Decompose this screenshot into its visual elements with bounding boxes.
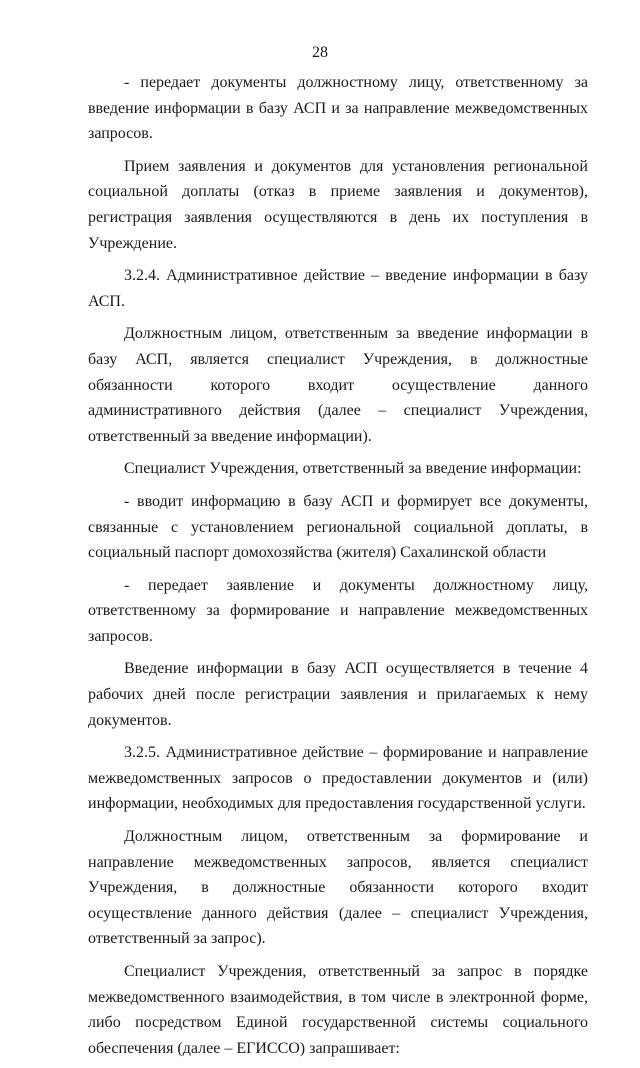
paragraph: - вводит информацию в базу АСП и формирует все документы, связанные с установлением региональной социальной доплаты, в социальный паспорт домохозяйства (жителя) Сахалинской области xyxy=(88,492,588,562)
page-number: 28 xyxy=(312,44,328,61)
document-body xyxy=(88,70,588,1068)
paragraph: Прием заявления и документов для установления региональной социальной доплаты (отказ в приеме заявления и документов), регистрация заявления осуществляются в день их поступления в Учреждение. xyxy=(88,157,588,252)
paragraph: Специалист Учреждения, ответственный за введение информации: xyxy=(124,460,582,478)
paragraph: - передает документы должностному лицу, ответственному за введение информации в базу АСП и за направление межведомственных запросов. xyxy=(88,74,588,143)
paragraph: - передает заявление и документы должностному лицу, ответственному за формирование и направление межведомственных запросов. xyxy=(88,576,588,645)
paragraph: Специалист Учреждения, ответственный за запрос в порядке межведомственного взаимодействия, в том числе в электронной форме, либо посредством Единой государственной системы социального обеспечения (далее – ЕГИССО) запрашивает: xyxy=(88,963,588,1057)
section-heading-3-2-4: 3.2.4. Административное действие – введение информации в базу АСП. xyxy=(88,267,588,310)
paragraph: Введение информации в базу АСП осуществляется в течение 4 рабочих дней после регистрации заявления и прилагаемых к нему документов. xyxy=(88,660,588,729)
paragraph: Должностным лицом, ответственным за формирование и направление межведомственных запросов, является специалист Учреждения, в должностные обязанности которого входит осуществление данного действия (далее – специалист Учреждения, ответственный за запрос). xyxy=(88,828,588,948)
section-heading-3-2-5: 3.2.5. Административное действие – формирование и направление межведомственных запросов о предоставлении документов и (или) информации, необходимых для предоставления государственной услуги. xyxy=(88,744,588,813)
paragraph: Должностным лицом, ответственным за введение информации в базу АСП, является специалист Учреждения, в должностные обязанности которого входит осуществление данного административного действия (далее – специалист Учреждения, ответственный за введение информации). xyxy=(88,325,588,445)
